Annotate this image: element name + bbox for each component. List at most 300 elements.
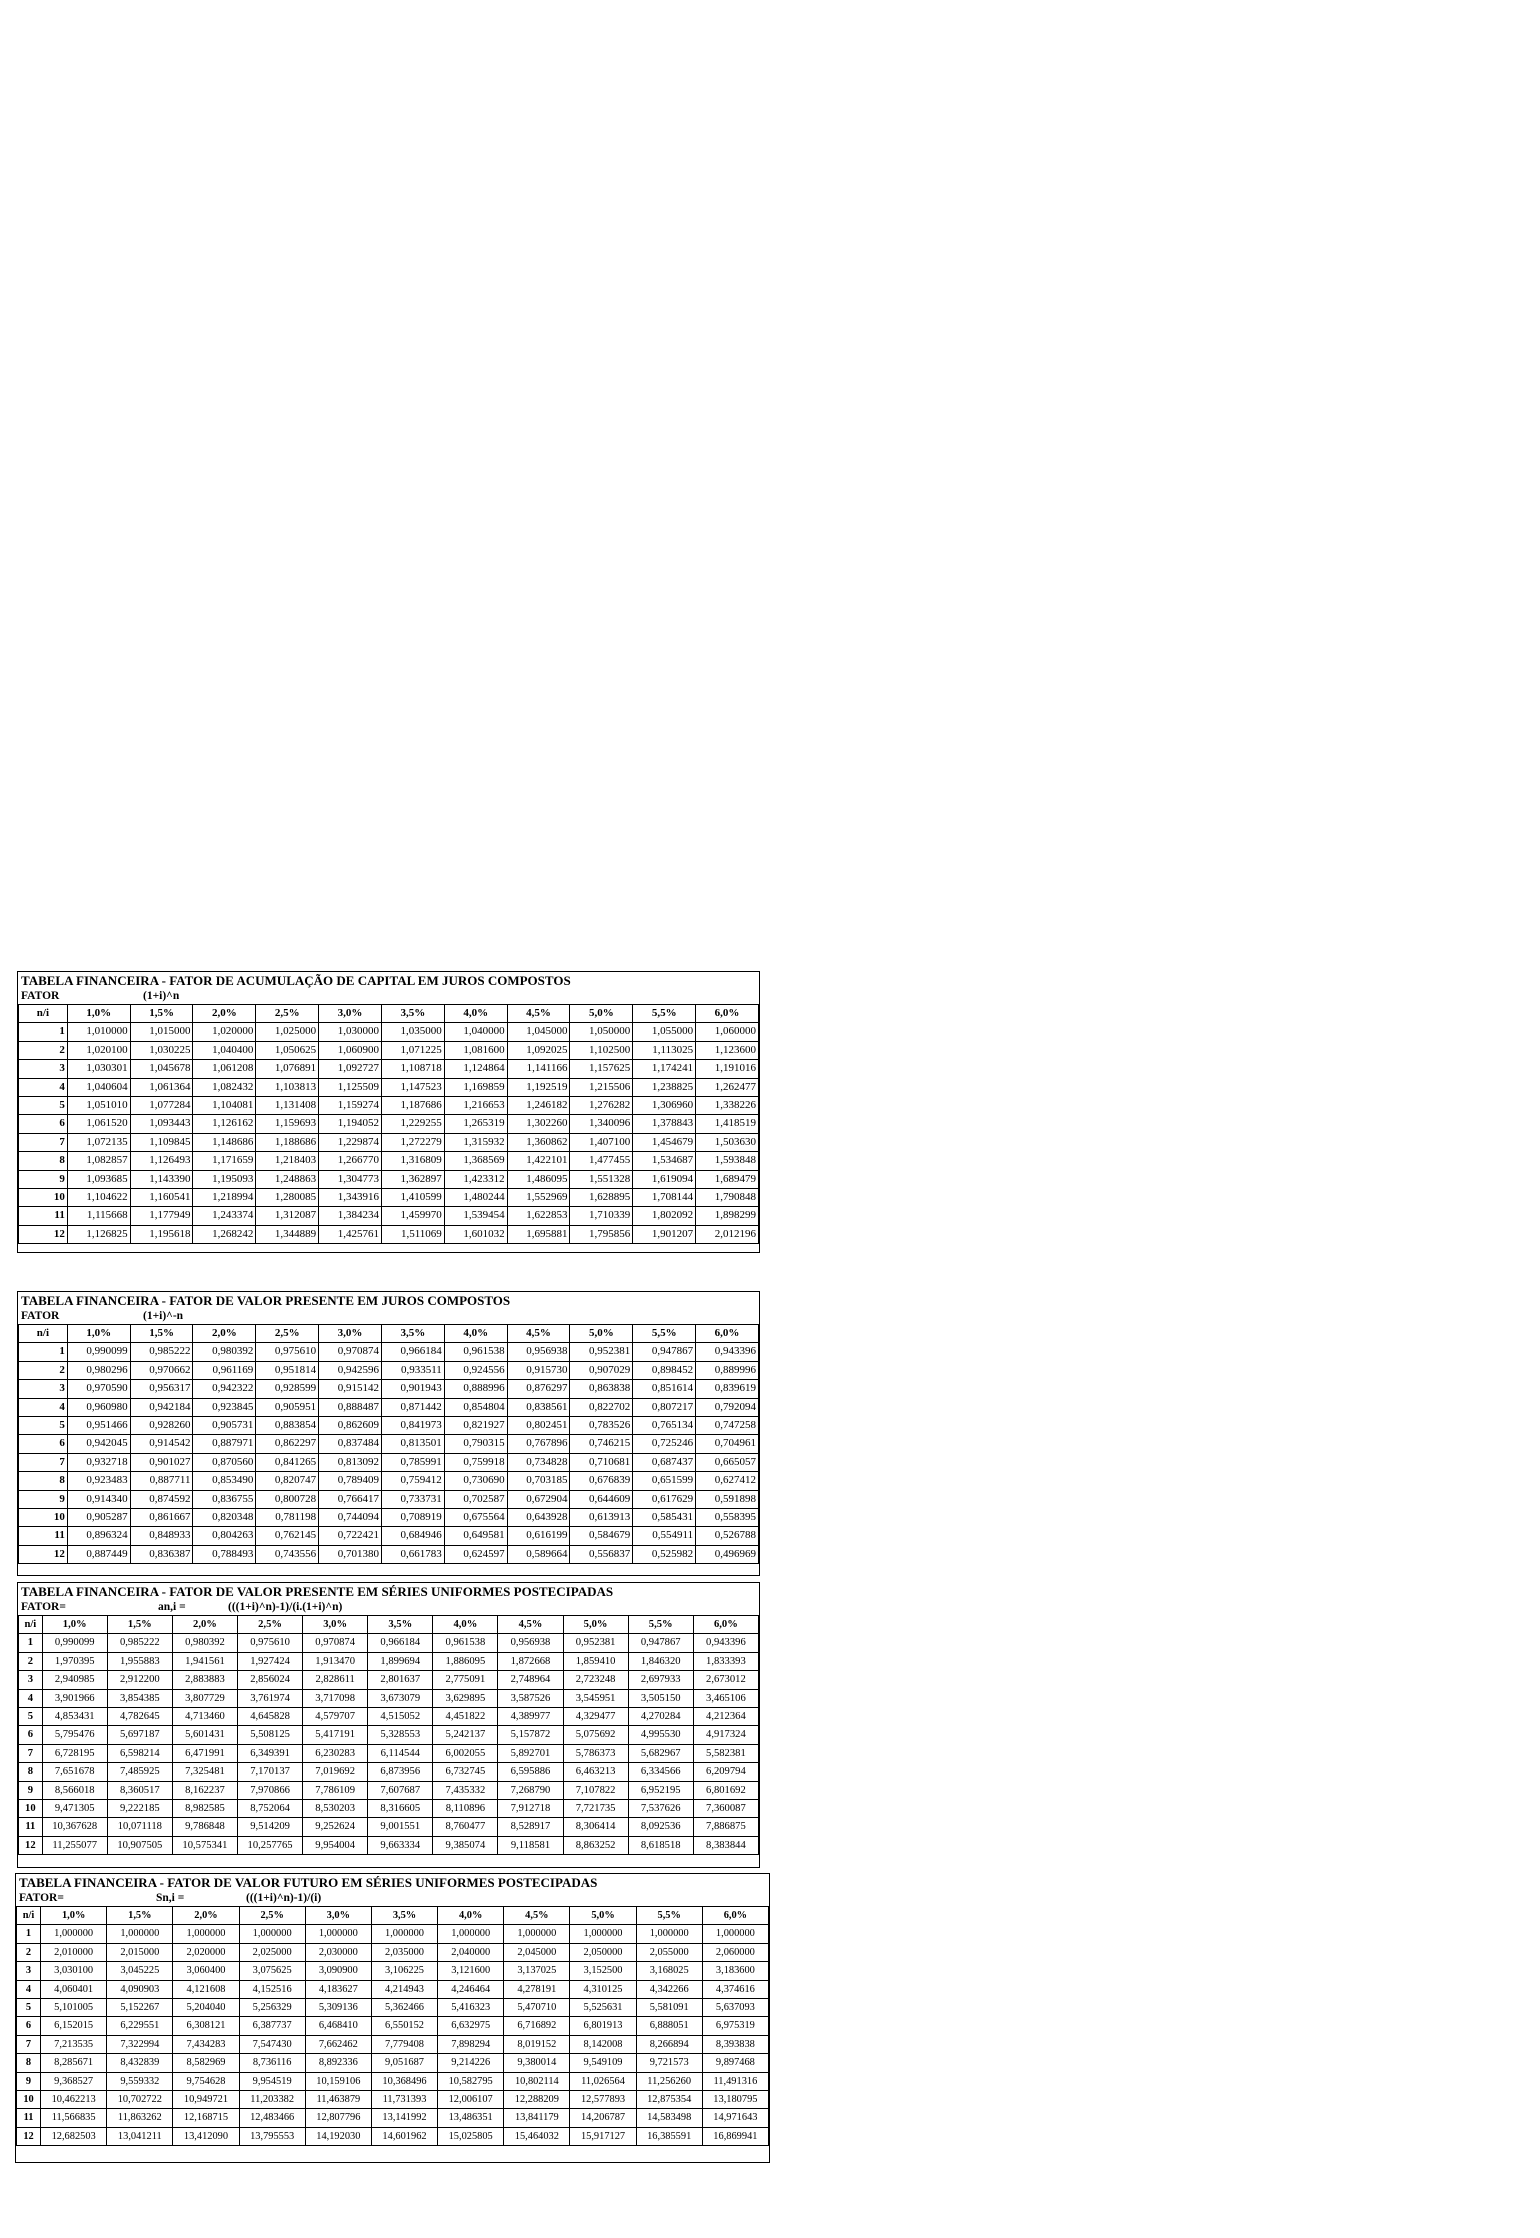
- factor-cell: 1,343916: [319, 1189, 382, 1207]
- factor-cell: 9,559332: [107, 2072, 173, 2090]
- table-row: [19, 1133, 759, 1151]
- column-header-rate: 6,0%: [702, 1907, 768, 1925]
- factor-cell: 10,575341: [172, 1836, 237, 1854]
- factor-cell: 0,970662: [130, 1361, 193, 1379]
- factor-cell: 1,055000: [633, 1023, 696, 1041]
- factor-cell: 1,216653: [444, 1097, 507, 1115]
- factor-cell: 1,316809: [381, 1152, 444, 1170]
- factor-cell: 0,759918: [444, 1453, 507, 1471]
- factor-cell: 1,188686: [256, 1133, 319, 1151]
- column-header-rate: 3,5%: [381, 1325, 444, 1343]
- table-row: [19, 1652, 759, 1670]
- column-header-rate: 4,5%: [504, 1907, 570, 1925]
- factor-cell: 0,813501: [381, 1435, 444, 1453]
- column-header-rate: 3,5%: [381, 1005, 444, 1023]
- factor-cell: 6,728195: [42, 1744, 107, 1762]
- factor-cell: 1,423312: [444, 1170, 507, 1188]
- factor-cell: 0,888996: [444, 1380, 507, 1398]
- factor-cell: 1,125509: [319, 1078, 382, 1096]
- factor-cell: 0,905287: [67, 1509, 130, 1527]
- factor-cell: 1,157625: [570, 1060, 633, 1078]
- factor-cell: 1,859410: [563, 1652, 628, 1670]
- factor-cell: 1,000000: [41, 1925, 107, 1943]
- factor-cell: 9,514209: [238, 1818, 303, 1836]
- factor-cell: 5,417191: [303, 1726, 368, 1744]
- factor-cell: 1,045000: [507, 1023, 570, 1041]
- factor-cell: 12,577893: [570, 2091, 636, 2109]
- column-header-rate: 1,0%: [41, 1907, 107, 1925]
- factor-cell: 11,255077: [42, 1836, 107, 1854]
- factor-cell: 2,801637: [368, 1671, 433, 1689]
- column-header-rate: 2,0%: [193, 1325, 256, 1343]
- factor-cell: 6,732745: [433, 1763, 498, 1781]
- factor-cell: 1,020000: [193, 1023, 256, 1041]
- factor-cell: 0,804263: [193, 1527, 256, 1545]
- period-cell: 3: [19, 1060, 68, 1078]
- factor-cell: 0,643928: [507, 1509, 570, 1527]
- factor-cell: 0,960980: [67, 1398, 130, 1416]
- factor-cell: 7,435332: [433, 1781, 498, 1799]
- factor-cell: 3,505150: [628, 1689, 693, 1707]
- factor-cell: 1,229874: [319, 1133, 382, 1151]
- factor-cell: 6,209794: [693, 1763, 758, 1781]
- factor-cell: 0,790315: [444, 1435, 507, 1453]
- factor-cell: 3,075625: [239, 1962, 305, 1980]
- factor-cell: 1,159693: [256, 1115, 319, 1133]
- factor-cell: 1,340096: [570, 1115, 633, 1133]
- factor-cell: 0,848933: [130, 1527, 193, 1545]
- factor-cell: 1,941561: [172, 1652, 237, 1670]
- table-row: [19, 1152, 759, 1170]
- factor-cell: 11,491316: [702, 2072, 768, 2090]
- factor-cell: 9,786848: [172, 1818, 237, 1836]
- table-row: [19, 1207, 759, 1225]
- factor-cell: 4,270284: [628, 1708, 693, 1726]
- factor-cell: 1,109845: [130, 1133, 193, 1151]
- factor-cell: 12,006107: [438, 2091, 504, 2109]
- factor-cell: 1,384234: [319, 1207, 382, 1225]
- factor-cell: 5,242137: [433, 1726, 498, 1744]
- factor-cell: 1,020100: [67, 1041, 130, 1059]
- factor-cell: 9,385074: [433, 1836, 498, 1854]
- factor-cell: 9,721573: [636, 2054, 702, 2072]
- column-header-rate: 3,0%: [319, 1005, 382, 1023]
- factor-cell: 1,802092: [633, 1207, 696, 1225]
- factor-cell: 2,883883: [172, 1671, 237, 1689]
- factor-cell: 1,060000: [696, 1023, 759, 1041]
- factor-cell: 13,795553: [239, 2127, 305, 2145]
- factor-cell: 11,203382: [239, 2091, 305, 2109]
- column-header-rate: 5,0%: [570, 1907, 636, 1925]
- factor-cell: 0,585431: [633, 1509, 696, 1527]
- table-row: [19, 1744, 759, 1762]
- formula-row: [18, 1600, 759, 1615]
- factor-cell: 1,362897: [381, 1170, 444, 1188]
- factor-cell: 13,841179: [504, 2109, 570, 2127]
- table-row: [19, 1800, 759, 1818]
- period-cell: 12: [19, 1225, 68, 1243]
- factor-cell: 7,107822: [563, 1781, 628, 1799]
- factor-cell: 0,956938: [507, 1343, 570, 1361]
- factor-cell: 0,871442: [381, 1398, 444, 1416]
- factor-cell: 1,195618: [130, 1225, 193, 1243]
- factor-cell: 4,212364: [693, 1708, 758, 1726]
- factor-cell: 0,558395: [696, 1509, 759, 1527]
- column-header-rate: 1,0%: [42, 1616, 107, 1634]
- factor-cell: 0,924556: [444, 1361, 507, 1379]
- factor-cell: 11,863262: [107, 2109, 173, 2127]
- factor-cell: 10,907505: [107, 1836, 172, 1854]
- factor-cell: 9,222185: [107, 1800, 172, 1818]
- factor-cell: 0,951466: [67, 1417, 130, 1435]
- factor-cell: 1,191016: [696, 1060, 759, 1078]
- period-cell: 1: [17, 1925, 41, 1943]
- factor-cell: 1,000000: [371, 1925, 437, 1943]
- table-row: [17, 1999, 769, 2017]
- factor-cell: 1,280085: [256, 1189, 319, 1207]
- factor-cell: 0,932718: [67, 1453, 130, 1471]
- factor-table: [18, 1615, 759, 1855]
- factor-cell: 8,982585: [172, 1800, 237, 1818]
- factor-cell: 1,619094: [633, 1170, 696, 1188]
- factor-cell: 1,480244: [444, 1189, 507, 1207]
- factor-cell: 0,684946: [381, 1527, 444, 1545]
- factor-cell: 1,262477: [696, 1078, 759, 1096]
- factor-cell: 0,837484: [319, 1435, 382, 1453]
- column-header-rate: 3,0%: [319, 1325, 382, 1343]
- table-row: [19, 1836, 759, 1854]
- factor-cell: 0,947867: [628, 1634, 693, 1652]
- period-cell: 1: [19, 1634, 43, 1652]
- factor-cell: 0,943396: [696, 1343, 759, 1361]
- factor-cell: 0,649581: [444, 1527, 507, 1545]
- factor-cell: 12,168715: [173, 2109, 239, 2127]
- factor-cell: 0,883854: [256, 1417, 319, 1435]
- factor-cell: 1,000000: [504, 1925, 570, 1943]
- formula-expression: (((1+i)^n)-1)/(i): [246, 1892, 322, 1904]
- factor-cell: 5,697187: [107, 1726, 172, 1744]
- factor-cell: 1,218403: [256, 1152, 319, 1170]
- table-block-valor-presente: [17, 1291, 760, 1576]
- factor-cell: 0,943396: [693, 1634, 758, 1652]
- column-header-rate: 2,0%: [172, 1616, 237, 1634]
- factor-cell: 0,792094: [696, 1398, 759, 1416]
- factor-cell: 6,308121: [173, 2017, 239, 2035]
- table-title: TABELA FINANCEIRA - FATOR DE ACUMULAÇÃO DE CAPITAL EM JUROS COMPOSTOS: [21, 973, 571, 988]
- factor-cell: 3,045225: [107, 1962, 173, 1980]
- period-cell: 2: [19, 1361, 68, 1379]
- factor-cell: 5,256329: [239, 1999, 305, 2017]
- factor-cell: 0,923845: [193, 1398, 256, 1416]
- factor-cell: 0,665057: [696, 1453, 759, 1471]
- table-row: [19, 1361, 759, 1379]
- factor-cell: 0,887971: [193, 1435, 256, 1453]
- factor-cell: 4,278191: [504, 1980, 570, 1998]
- column-header-rate: 6,0%: [696, 1005, 759, 1023]
- factor-cell: 0,584679: [570, 1527, 633, 1545]
- factor-cell: 4,310125: [570, 1980, 636, 1998]
- factor-cell: 1,628895: [570, 1189, 633, 1207]
- factor-cell: 0,839619: [696, 1380, 759, 1398]
- factor-cell: 0,747258: [696, 1417, 759, 1435]
- factor-cell: 0,766417: [319, 1490, 382, 1508]
- factor-cell: 0,915142: [319, 1380, 382, 1398]
- factor-cell: 3,060400: [173, 1962, 239, 1980]
- factor-cell: 13,486351: [438, 2109, 504, 2127]
- factor-cell: 2,055000: [636, 1943, 702, 1961]
- factor-cell: 6,873956: [368, 1763, 433, 1781]
- factor-cell: 1,061364: [130, 1078, 193, 1096]
- column-header-rate: 4,5%: [507, 1325, 570, 1343]
- factor-cell: 6,114544: [368, 1744, 433, 1762]
- table-row: [19, 1472, 759, 1490]
- factor-cell: 8,432839: [107, 2054, 173, 2072]
- factor-cell: 8,316605: [368, 1800, 433, 1818]
- table-row: [19, 1689, 759, 1707]
- factor-cell: 4,246464: [438, 1980, 504, 1998]
- factor-cell: 1,886095: [433, 1652, 498, 1670]
- period-cell: 8: [19, 1472, 68, 1490]
- factor-cell: 1,276282: [570, 1097, 633, 1115]
- factor-cell: 0,854804: [444, 1398, 507, 1416]
- factor-cell: 1,000000: [239, 1925, 305, 1943]
- factor-cell: 15,917127: [570, 2127, 636, 2145]
- factor-cell: 3,465106: [693, 1689, 758, 1707]
- factor-cell: 1,148686: [193, 1133, 256, 1151]
- period-cell: 11: [17, 2109, 41, 2127]
- factor-cell: 1,169859: [444, 1078, 507, 1096]
- table-row: [19, 1453, 759, 1471]
- factor-cell: 10,367628: [42, 1818, 107, 1836]
- factor-cell: 0,743556: [256, 1545, 319, 1563]
- factor-cell: 0,525982: [633, 1545, 696, 1563]
- factor-cell: 1,030301: [67, 1060, 130, 1078]
- factor-cell: 1,113025: [633, 1041, 696, 1059]
- factor-cell: 1,060900: [319, 1041, 382, 1059]
- factor-cell: 1,015000: [130, 1023, 193, 1041]
- factor-cell: 9,954004: [303, 1836, 368, 1854]
- factor-cell: 8,142008: [570, 2035, 636, 2053]
- factor-cell: 1,689479: [696, 1170, 759, 1188]
- factor-cell: 2,828611: [303, 1671, 368, 1689]
- factor-cell: 1,092727: [319, 1060, 382, 1078]
- factor-cell: 3,121600: [438, 1962, 504, 1980]
- factor-cell: 7,485925: [107, 1763, 172, 1781]
- factor-cell: 7,786109: [303, 1781, 368, 1799]
- table-row: [19, 1708, 759, 1726]
- factor-cell: 1,104622: [67, 1189, 130, 1207]
- table-row: [19, 1818, 759, 1836]
- factor-cell: 0,970874: [319, 1343, 382, 1361]
- factor-cell: 13,041211: [107, 2127, 173, 2145]
- factor-cell: 10,702722: [107, 2091, 173, 2109]
- period-cell: 10: [19, 1509, 68, 1527]
- factor-cell: 4,329477: [563, 1708, 628, 1726]
- table-row: [19, 1060, 759, 1078]
- factor-cell: 0,725246: [633, 1435, 696, 1453]
- table-title: TABELA FINANCEIRA - FATOR DE VALOR PRESENTE EM SÉRIES UNIFORMES POSTECIPADAS: [21, 1584, 614, 1599]
- factor-cell: 4,121608: [173, 1980, 239, 1998]
- table-title: TABELA FINANCEIRA - FATOR DE VALOR FUTURO EM SÉRIES UNIFORMES POSTECIPADAS: [19, 1875, 598, 1890]
- factor-cell: 5,637093: [702, 1999, 768, 2017]
- period-cell: 3: [19, 1671, 43, 1689]
- factor-cell: 0,820348: [193, 1509, 256, 1527]
- factor-cell: 3,030100: [41, 1962, 107, 1980]
- factor-cell: 3,629895: [433, 1689, 498, 1707]
- factor-cell: 8,092536: [628, 1818, 693, 1836]
- factor-cell: 2,940985: [42, 1671, 107, 1689]
- factor-cell: 0,863838: [570, 1380, 633, 1398]
- column-header-rate: 2,0%: [193, 1005, 256, 1023]
- column-header-period: n/i: [19, 1005, 68, 1023]
- factor-cell: 1,194052: [319, 1115, 382, 1133]
- factor-cell: 6,152015: [41, 2017, 107, 2035]
- factor-cell: 0,961538: [433, 1634, 498, 1652]
- fator-label: FATOR=: [21, 1601, 66, 1613]
- factor-cell: 1,248863: [256, 1170, 319, 1188]
- factor-cell: 5,582381: [693, 1744, 758, 1762]
- table-row: [19, 1097, 759, 1115]
- factor-cell: 1,010000: [67, 1023, 130, 1041]
- factor-cell: 13,141992: [371, 2109, 437, 2127]
- factor-cell: 1,539454: [444, 1207, 507, 1225]
- table-block-acumulacao: [17, 971, 760, 1253]
- period-cell: 11: [19, 1527, 68, 1545]
- factor-cell: 5,204040: [173, 1999, 239, 2017]
- factor-cell: 0,923483: [67, 1472, 130, 1490]
- factor-cell: 0,985222: [107, 1634, 172, 1652]
- factor-cell: 1,092025: [507, 1041, 570, 1059]
- factor-cell: 0,644609: [570, 1490, 633, 1508]
- table-row: [19, 1417, 759, 1435]
- factor-cell: 0,975610: [238, 1634, 303, 1652]
- factor-cell: 2,010000: [41, 1943, 107, 1961]
- factor-cell: 0,933511: [381, 1361, 444, 1379]
- factor-cell: 9,001551: [368, 1818, 433, 1836]
- factor-cell: 10,949721: [173, 2091, 239, 2109]
- factor-cell: 3,717098: [303, 1689, 368, 1707]
- factor-cell: 0,874592: [130, 1490, 193, 1508]
- factor-cell: 0,807217: [633, 1398, 696, 1416]
- factor-cell: 10,071118: [107, 1818, 172, 1836]
- factor-cell: 4,515052: [368, 1708, 433, 1726]
- formula-expression: (1+i)^-n: [143, 1310, 184, 1322]
- fator-label: FATOR: [21, 1310, 60, 1322]
- factor-cell: 3,901966: [42, 1689, 107, 1707]
- factor-cell: 1,601032: [444, 1225, 507, 1243]
- factor-cell: 1,102500: [570, 1041, 633, 1059]
- column-header-period: n/i: [17, 1907, 41, 1925]
- factor-cell: 9,897468: [702, 2054, 768, 2072]
- factor-cell: 10,159106: [305, 2072, 371, 2090]
- column-header-rate: 1,5%: [130, 1005, 193, 1023]
- column-header-period: n/i: [19, 1616, 43, 1634]
- factor-cell: 7,360087: [693, 1800, 758, 1818]
- factor-cell: 0,898452: [633, 1361, 696, 1379]
- factor-cell: 1,710339: [570, 1207, 633, 1225]
- factor-cell: 9,252624: [303, 1818, 368, 1836]
- factor-cell: 0,887711: [130, 1472, 193, 1490]
- column-header-rate: 4,0%: [444, 1005, 507, 1023]
- factor-cell: 1,000000: [305, 1925, 371, 1943]
- factor-cell: 8,019152: [504, 2035, 570, 2053]
- factor-cell: 4,451822: [433, 1708, 498, 1726]
- period-cell: 1: [19, 1343, 68, 1361]
- factor-cell: 0,942045: [67, 1435, 130, 1453]
- factor-cell: 1,093685: [67, 1170, 130, 1188]
- factor-cell: 1,215506: [570, 1078, 633, 1096]
- factor-cell: 12,288209: [504, 2091, 570, 2109]
- factor-cell: 16,385591: [636, 2127, 702, 2145]
- factor-cell: 8,110896: [433, 1800, 498, 1818]
- factor-cell: 0,862297: [256, 1435, 319, 1453]
- column-header-rate: 3,5%: [368, 1616, 433, 1634]
- factor-cell: 1,511069: [381, 1225, 444, 1243]
- factor-cell: 5,795476: [42, 1726, 107, 1744]
- table-row: [19, 1115, 759, 1133]
- factor-cell: 0,759412: [381, 1472, 444, 1490]
- column-header-rate: 4,5%: [498, 1616, 563, 1634]
- period-cell: 9: [19, 1170, 68, 1188]
- factor-cell: 7,886875: [693, 1818, 758, 1836]
- factor-cell: 1,477455: [570, 1152, 633, 1170]
- factor-cell: 7,547430: [239, 2035, 305, 2053]
- factor-cell: 0,947867: [633, 1343, 696, 1361]
- factor-cell: 0,907029: [570, 1361, 633, 1379]
- factor-cell: 4,090903: [107, 1980, 173, 1998]
- fator-label: FATOR: [21, 990, 60, 1002]
- factor-cell: 1,082432: [193, 1078, 256, 1096]
- factor-cell: 7,970866: [238, 1781, 303, 1799]
- factor-cell: 1,126162: [193, 1115, 256, 1133]
- factor-cell: 5,601431: [172, 1726, 237, 1744]
- factor-cell: 1,344889: [256, 1225, 319, 1243]
- factor-cell: 1,312087: [256, 1207, 319, 1225]
- factor-cell: 15,464032: [504, 2127, 570, 2145]
- factor-cell: 5,508125: [238, 1726, 303, 1744]
- factor-cell: 1,622853: [507, 1207, 570, 1225]
- factor-symbol: Sn,i =: [156, 1892, 185, 1904]
- factor-cell: 0,496969: [696, 1545, 759, 1563]
- factor-cell: 12,807796: [305, 2109, 371, 2127]
- factor-cell: 2,020000: [173, 1943, 239, 1961]
- factor-cell: 8,306414: [563, 1818, 628, 1836]
- factor-cell: 0,813092: [319, 1453, 382, 1471]
- factor-cell: 1,422101: [507, 1152, 570, 1170]
- factor-cell: 7,662462: [305, 2035, 371, 2053]
- column-header-rate: 2,5%: [239, 1907, 305, 1925]
- factor-cell: 5,362466: [371, 1999, 437, 2017]
- column-header-rate: 3,0%: [303, 1616, 368, 1634]
- factor-cell: 0,966184: [368, 1634, 433, 1652]
- factor-cell: 1,315932: [444, 1133, 507, 1151]
- factor-cell: 1,833393: [693, 1652, 758, 1670]
- factor-cell: 8,393838: [702, 2035, 768, 2053]
- factor-cell: 9,471305: [42, 1800, 107, 1818]
- factor-cell: 7,898294: [438, 2035, 504, 2053]
- factor-cell: 1,790848: [696, 1189, 759, 1207]
- column-header-rate: 4,5%: [507, 1005, 570, 1023]
- factor-cell: 5,101005: [41, 1999, 107, 2017]
- factor-cell: 0,822702: [570, 1398, 633, 1416]
- factor-cell: 0,617629: [633, 1490, 696, 1508]
- factor-cell: 0,800728: [256, 1490, 319, 1508]
- factor-cell: 0,676839: [570, 1472, 633, 1490]
- factor-cell: 1,243374: [193, 1207, 256, 1225]
- factor-cell: 9,954519: [239, 2072, 305, 2090]
- factor-cell: 4,060401: [41, 1980, 107, 1998]
- formula-row: [18, 1309, 759, 1324]
